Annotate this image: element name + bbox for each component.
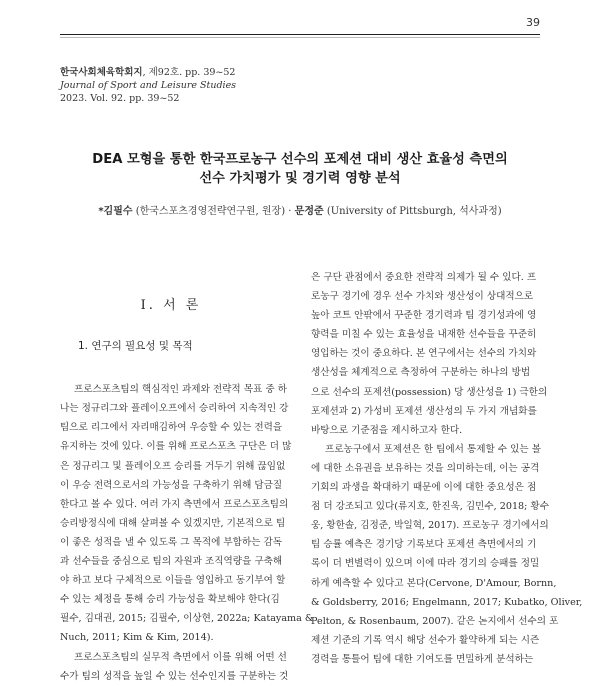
text-line: 승리방정식에 대해 살펴볼 수 있겠지만, 기본적으로 팀 (60, 517, 286, 529)
text-line: 포제션과 2) 가성비 포제션 생산성의 두 가지 개념화를 (311, 405, 537, 417)
header-rule (60, 34, 540, 35)
text-line: 팀 승률 예측은 경기당 기록보다 포제션 측면에서의 기 (311, 539, 537, 551)
text-line: 생산성을 체계적으로 측정하여 구분하는 하나의 방법 (311, 367, 531, 379)
second-author-affiliation: (University of Pittsburgh, 석사과정) (323, 206, 502, 217)
left-column-body (60, 380, 314, 686)
text-line: 하게 예측할 수 있다고 본다(Cervone, D'Amour, Bornn, (311, 577, 557, 589)
journal-en-name: Journal of Sport and Leisure Studies (60, 80, 237, 91)
text-line: 경력을 통틀어 팀에 대한 기여도를 면밀하게 분석하는 (311, 653, 534, 665)
text-line: 으로 선수의 포제션(possession) 당 생산성을 1) 극한의 (311, 386, 548, 398)
text-line: 향력을 미칠 수 있는 효율성을 내재한 선수들을 꾸준히 (311, 329, 537, 341)
text-line: 은 정규리그 및 플레이오프 승리를 거두기 위해 끊임없 (60, 460, 286, 472)
second-author-name: 문정준 (294, 206, 324, 217)
text-line: 나는 정규리그와 플레이오프에서 승리하여 지속적인 강 (60, 403, 289, 415)
text-line: 제션 기준의 기록 역시 해당 선수가 활약하게 되는 시즌 (311, 634, 540, 646)
text-line: 로농구 경기에 경우 선수 가치와 생산성이 상대적으로 (311, 291, 534, 303)
left-column (60, 268, 314, 686)
text-line: 프로스포츠팀의 핵심적인 과제와 전략적 목표 중 하 (74, 384, 287, 396)
title-line-2: 선수 가치평가 및 경기력 영향 분석 (199, 171, 401, 186)
text-line: 유지하는 것에 있다. 이를 위해 프로스포츠 구단은 더 많 (60, 441, 292, 453)
journal-kr-issue: , 제92호. pp. 39~52 (142, 67, 236, 78)
text-line: 높아 코트 안팎에서 꾸준한 경기력과 팀 경기성과에 영 (311, 310, 537, 322)
text-line: Nuch, 2011; Kim & Kim, 2014). (60, 632, 214, 644)
text-line: 야 하고 보다 구체적으로 이들을 영입하고 동기부여 할 (60, 575, 286, 587)
first-author-name: *김필수 (98, 206, 133, 217)
subsection-title: 1. 연구의 필요성 및 목적 (78, 340, 193, 353)
header-rule-thin (60, 37, 540, 38)
text-line: 바탕으로 기준점을 제시하고자 한다. (311, 424, 463, 436)
journal-en-issue: 2023. Vol. 92. pp. 39~52 (60, 93, 180, 104)
author-line (60, 202, 540, 217)
journal-citation (60, 66, 236, 105)
text-line: 필수, 김대권, 2015; 김필수, 이상현, 2022a; Katayama & (60, 613, 314, 625)
section-title: I. 서 론 (140, 298, 202, 313)
journal-kr-line (60, 66, 236, 79)
text-line: 록이 더 변별력이 있으며 이에 따라 경기의 승패를 정밀 (311, 558, 540, 570)
text-line: 기회의 과생을 확대하기 때문에 이에 대한 중요성은 점 (311, 482, 537, 494)
right-column (311, 268, 583, 669)
text-line: 과 선수들을 중심으로 팀의 자원과 조직역량을 구축해 (60, 556, 283, 568)
text-line: 한다고 볼 수 있다. 여러 가지 측면에서 프로스포츠팀의 (60, 498, 289, 510)
text-line: 점 더 강조되고 있다(류지호, 한진욱, 김민수, 2018; 황수 (311, 501, 549, 513)
text-line: 에 대한 소유권을 보유하는 것을 의미하는데, 이는 공격 (311, 462, 540, 474)
first-author-affiliation: (한국스포츠경영전략연구원, 원장) · (132, 206, 295, 217)
text-line: 영입하는 것이 중요하다. 본 연구에서는 선수의 가치와 (311, 348, 537, 360)
text-line: 은 구단 관점에서 중요한 전략적 의제가 될 수 있다. 프 (311, 272, 537, 283)
text-line: & Goldsberry, 2016; Engelmann, 2017; Kubatko, Oliver, (311, 596, 583, 608)
right-column-body (311, 268, 583, 669)
text-line: 프로농구에서 포제션은 한 팀에서 통제할 수 있는 볼 (325, 443, 541, 455)
journal-kr-name: 한국사회체육학회지 (60, 67, 143, 78)
text-line: 수가 팀의 성적을 높일 수 있는 선수인지를 구분하는 것 (60, 670, 289, 682)
text-line: 수 있는 체정을 통해 승리 가능성을 확보해야 한다(김 (60, 594, 280, 606)
page-number: 39 (526, 16, 540, 29)
paper-title (60, 150, 540, 188)
text-line: Pelton, & Rosenbaum, 2007). 같은 논지에서 선수의 포 (311, 615, 559, 627)
title-line-1: DEA 모형을 통한 한국프로농구 선수의 포제션 대비 생산 효율성 측면의 (92, 152, 508, 167)
text-line: 웅, 황한솔, 김정준, 박일혁, 2017). 프로농구 경기에서의 (311, 520, 549, 532)
text-line: 이 좋은 성적을 낼 수 있도록 그 목적에 부합하는 감독 (60, 536, 283, 548)
text-line: 프로스포츠팀의 실무적 측면에서 이를 위해 어떤 선 (74, 651, 287, 663)
text-line: 팀으로 리그에서 자리매김하여 우승할 수 있는 전력을 (60, 422, 283, 434)
text-line: 이 우승 전력으로서의 가능성을 구축하기 위해 담금질 (60, 479, 283, 491)
